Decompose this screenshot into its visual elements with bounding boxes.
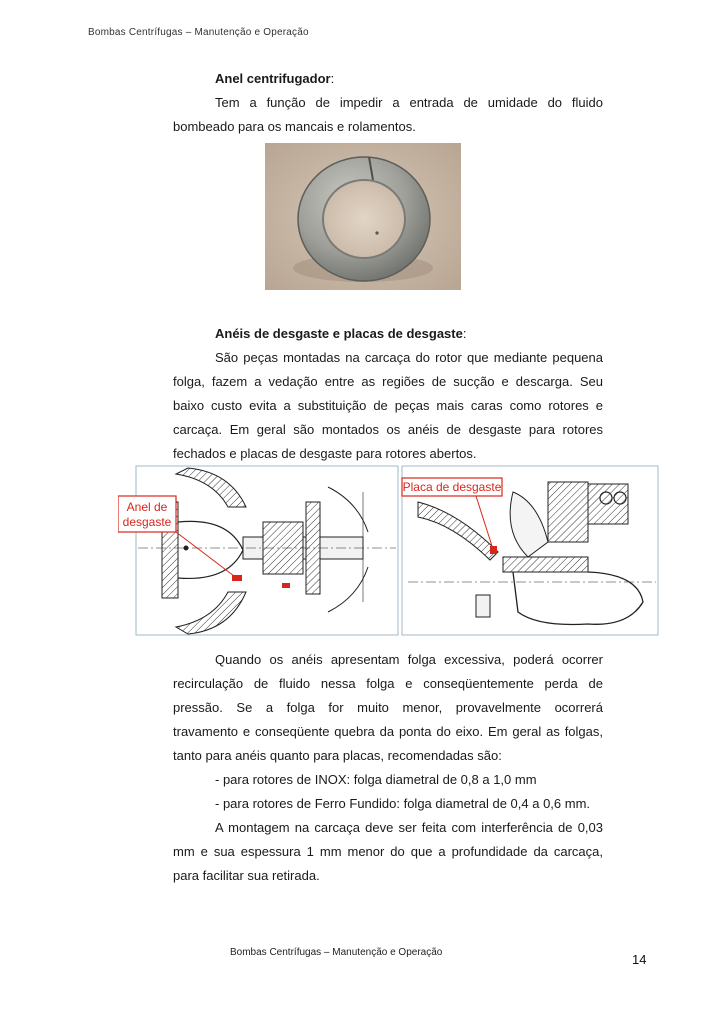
callout-label-line1: Anel de [126, 500, 168, 514]
ring-photo [265, 143, 461, 290]
left-cross-section [128, 466, 398, 635]
section-title-anel-centrifugador [215, 67, 334, 91]
paragraph-line: fechados e placas de desgaste para rotores abertos. [173, 446, 477, 461]
wear-ring-diagram [118, 462, 659, 639]
list-item: - para rotores de INOX: folga diametral de 0,8 a 1,0 mm [215, 772, 537, 787]
section-title-colon: : [462, 326, 467, 341]
paragraph-line: carcaça. Em geral são montados os anéis de desgaste para rotores [173, 422, 603, 437]
paragraph-line: mm e sua espessura 1 mm menor do que a profundidade da carcaça, [173, 844, 603, 859]
paragraph-line: bombeado para os mancais e rolamentos. [173, 119, 416, 134]
paragraph-line: Tem a função de impedir a entrada de umidade do fluido [215, 95, 603, 110]
paragraph-line: pressão. Se a folga for muito menor, provavelmente ocorrerá [173, 700, 603, 715]
paragraph-line: São peças montadas na carcaça do rotor que mediante pequena [215, 350, 603, 365]
callout-label-line2: desgaste [122, 515, 172, 529]
paragraph-line: recirculação de fluido nessa folga e conseqüentemente perda de [173, 676, 603, 691]
paragraph-line: travamento e conseqüente quebra da ponta do eixo. Em geral as folgas, [173, 724, 603, 739]
paragraph-line: Quando os anéis apresentam folga excessiva, poderá ocorrer [215, 652, 603, 667]
paragraph-line: folga, fazem a vedação entre as regiões de sucção e descarga. Seu [173, 374, 603, 389]
section-title-colon: : [330, 71, 335, 86]
paragraph-line: A montagem na carcaça deve ser feita com interferência de 0,03 [215, 820, 603, 835]
page-footer: Bombas Centrífugas – Manutenção e Operação [230, 947, 443, 958]
list-item: - para rotores de Ferro Fundido: folga diametral de 0,4 a 0,6 mm. [215, 796, 591, 811]
section-title-aneis-placas [215, 322, 466, 346]
section-title-text: Anel centrifugador [215, 71, 331, 86]
page-number: 14 [632, 952, 647, 967]
section-title-text: Anéis de desgaste e placas de desgaste [215, 326, 463, 341]
paragraph-line: baixo custo evita a substituição de peças mais caras como rotores e [173, 398, 603, 413]
paragraph-line: para facilitar sua retirada. [173, 868, 320, 883]
paragraph-line: tanto para anéis quanto para placas, recomendadas são: [173, 748, 502, 763]
callout-label: Placa de desgaste [402, 480, 502, 494]
page-header: Bombas Centrífugas – Manutenção e Operação [88, 27, 309, 38]
